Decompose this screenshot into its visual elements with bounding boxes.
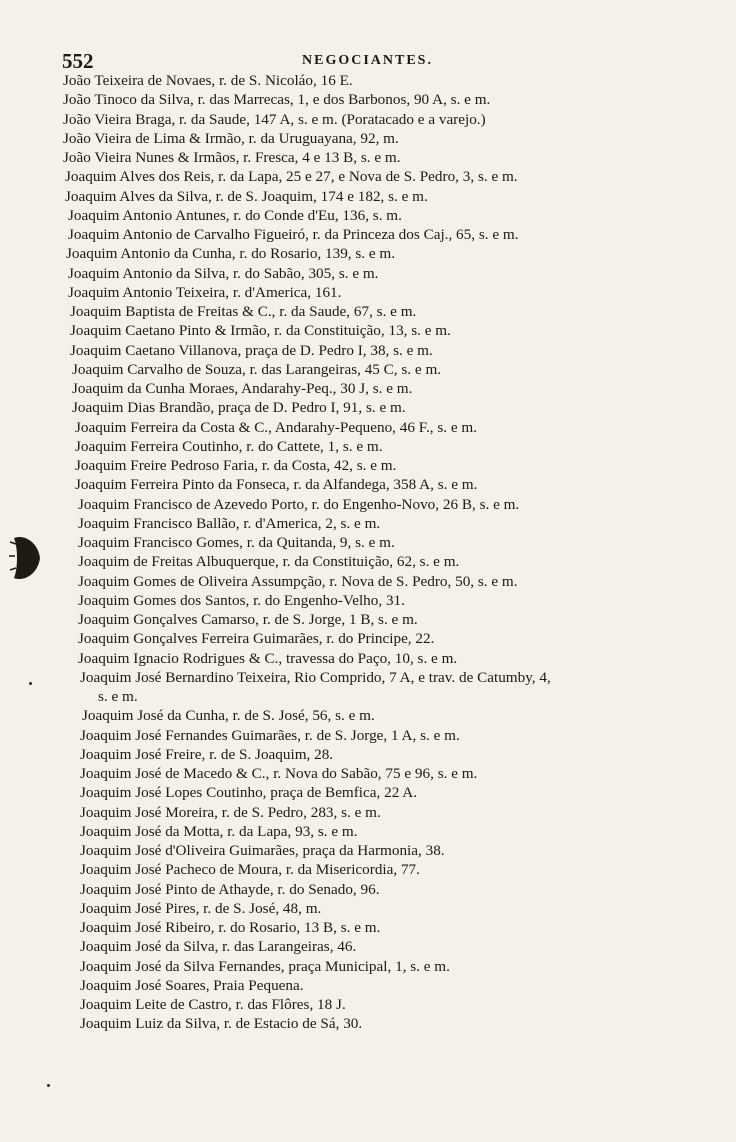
list-item: Joaquim Leite de Castro, r. das Flôres, 18 J. xyxy=(80,996,346,1013)
list-item: Joaquim Francisco de Azevedo Porto, r. do Engenho-Novo, 26 B, s. e m. xyxy=(78,495,520,513)
list-item: Joaquim de Freitas Albuquerque, r. da Constituição, 62, s. e m. xyxy=(78,553,460,571)
list-item: Joaquim da Cunha Moraes, Andarahy-Peq., 30 J, s. e m. xyxy=(72,380,413,397)
ink-blot-mark xyxy=(8,532,42,584)
list-item: Joaquim Gonçalves Camarso, r. de S. Jorge, 1 B, s. e m. xyxy=(78,611,418,628)
list-item: Joaquim Gomes dos Santos, r. do Engenho-Velho, 31. xyxy=(78,591,405,609)
list-item: Joaquim Antonio de Carvalho Figueiró, r. da Princeza dos Caj., 65, s. e m. xyxy=(68,226,519,243)
list-item: Joaquim José da Silva Fernandes, praça Municipal, 1, s. e m. xyxy=(80,957,450,975)
list-item: Joaquim Gomes de Oliveira Assumpção, r. Nova de S. Pedro, 50, s. e m. xyxy=(78,572,518,590)
page-title: NEGOCIANTES. xyxy=(302,53,433,68)
margin-dot xyxy=(29,682,32,685)
list-item: Joaquim Francisco Gomes, r. da Quitanda, 9, s. e m. xyxy=(78,534,395,551)
list-item: Joaquim Alves dos Reis, r. da Lapa, 25 e 27, e Nova de S. Pedro, 3, s. e m. xyxy=(65,168,518,186)
list-item: Joaquim José Moreira, r. de S. Pedro, 283, s. e m. xyxy=(80,803,381,821)
list-item: Joaquim Antonio da Cunha, r. do Rosario, 139, s. e m. xyxy=(66,245,396,263)
list-item: Joaquim José Freire, r. de S. Joaquim, 28. xyxy=(80,745,334,763)
list-item: Joaquim Luiz da Silva, r. de Estacio de Sá, 30. xyxy=(80,1015,363,1033)
list-item: Joaquim Freire Pedroso Faria, r. da Costa, 42, s. e m. xyxy=(75,457,397,474)
list-item: Joaquim Antonio Antunes, r. do Conde d'Eu, 136, s. m. xyxy=(68,206,402,224)
list-item: Joaquim José d'Oliveira Guimarães, praça da Harmonia, 38. xyxy=(80,842,445,859)
list-item: Joaquim Antonio da Silva, r. do Sabão, 305, s. e m. xyxy=(68,264,379,282)
list-item: Joaquim José Pinto de Athayde, r. do Senado, 96. xyxy=(80,880,380,898)
list-item: Joaquim Antonio Teixeira, r. d'America, 161. xyxy=(68,283,342,301)
list-item: Joaquim José Fernandes Guimarães, r. de S. Jorge, 1 A, s. e m. xyxy=(80,726,460,744)
list-item: Joaquim Francisco Ballão, r. d'America, 2, s. e m. xyxy=(78,514,381,532)
merchant-list xyxy=(60,71,710,1034)
list-item: João Vieira Braga, r. da Saude, 147 A, s. e m. (Poratacado e a varejo.) xyxy=(63,110,486,128)
list-item: Joaquim José Soares, Praia Pequena. xyxy=(80,976,304,994)
list-item: João Teixeira de Novaes, r. de S. Nicoláo, 16 E. xyxy=(63,72,353,89)
list-item: Joaquim Gonçalves Ferreira Guimarães, r. do Principe, 22. xyxy=(78,630,435,648)
list-item: Joaquim Caetano Pinto & Irmão, r. da Constituição, 13, s. e m. xyxy=(70,322,451,340)
page-number: 552 xyxy=(62,49,94,73)
list-item: Joaquim Ferreira Pinto da Fonseca, r. da Alfandega, 358 A, s. e m. xyxy=(75,476,478,494)
list-item: Joaquim Caetano Villanova, praça de D. Pedro I, 38, s. e m. xyxy=(70,341,433,359)
list-item: Joaquim Alves da Silva, r. de S. Joaquim, 174 e 182, s. e m. xyxy=(65,187,428,205)
list-item: Joaquim José da Silva, r. das Larangeiras, 46. xyxy=(80,938,357,956)
list-item: s. e m. xyxy=(98,688,138,705)
list-item: Joaquim Ferreira Coutinho, r. do Cattete, 1, s. e m. xyxy=(75,437,383,455)
list-item: Joaquim José da Cunha, r. de S. José, 56, s. e m. xyxy=(82,707,375,725)
list-item: Joaquim José Pires, r. de S. José, 48, m. xyxy=(80,899,322,917)
list-item: Joaquim Baptista de Freitas & C., r. da Saude, 67, s. e m. xyxy=(70,303,417,320)
list-item: Joaquim José Ribeiro, r. do Rosario, 13 B, s. e m. xyxy=(80,919,381,936)
list-item: João Vieira de Lima & Irmão, r. da Uruguayana, 92, m. xyxy=(63,129,399,147)
page-header xyxy=(62,50,702,72)
list-item: João Tinoco da Silva, r. das Marrecas, 1, e dos Barbonos, 90 A, s. e m. xyxy=(63,91,491,109)
margin-dot xyxy=(47,1084,50,1087)
list-item: João Vieira Nunes & Irmãos, r. Fresca, 4 e 13 B, s. e m. xyxy=(63,149,401,166)
list-item: Joaquim José Bernardino Teixeira, Rio Comprido, 7 A, e trav. de Catumby, 4, xyxy=(80,668,551,686)
list-item: Joaquim Ignacio Rodrigues & C., travessa do Paço, 10, s. e m. xyxy=(78,649,458,667)
list-item: Joaquim José da Motta, r. da Lapa, 93, s. e m. xyxy=(80,822,358,840)
list-item: Joaquim Dias Brandão, praça de D. Pedro I, 91, s. e m. xyxy=(72,399,406,417)
list-item: Joaquim José de Macedo & C., r. Nova do Sabão, 75 e 96, s. e m. xyxy=(80,765,478,782)
list-item: Joaquim Ferreira da Costa & C., Andarahy-Pequeno, 46 F., s. e m. xyxy=(75,418,478,436)
list-item: Joaquim Carvalho de Souza, r. das Larangeiras, 45 C, s. e m. xyxy=(72,360,442,378)
list-item: Joaquim José Pacheco de Moura, r. da Misericordia, 77. xyxy=(80,861,420,879)
list-item: Joaquim José Lopes Coutinho, praça de Bemfica, 22 A. xyxy=(80,784,418,802)
